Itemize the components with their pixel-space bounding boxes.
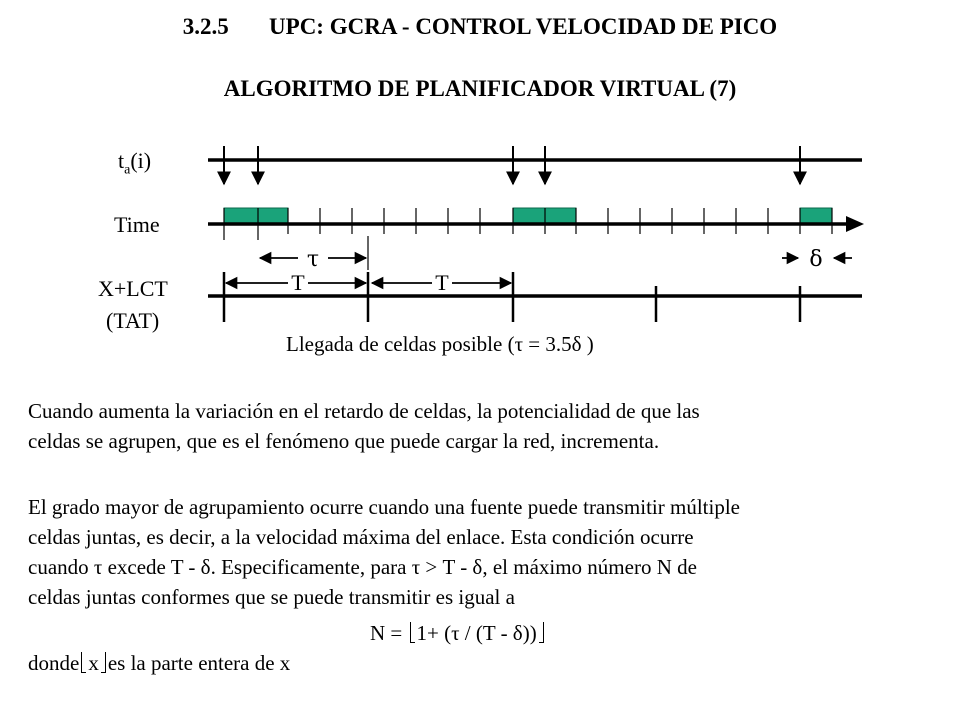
floor-formula bbox=[370, 621, 546, 646]
paragraph-2-line: El grado mayor de agrupamiento ocurre cuando una fuente puede transmitir múltiple bbox=[28, 495, 741, 519]
time-row-label: Time bbox=[114, 212, 160, 237]
paragraph-2-line: cuando τ excede T - δ. Especificamente, para τ > T - δ, el máximo número N de bbox=[28, 555, 697, 579]
time-axis-arrowhead bbox=[846, 216, 864, 232]
paragraph-2-line: celdas juntas, es decir, a la velocidad máxima del enlace. Esta condición ocurre bbox=[28, 525, 694, 549]
floor-left-bracket bbox=[410, 622, 415, 643]
floor-definition bbox=[28, 651, 290, 676]
paragraph-1 bbox=[28, 396, 948, 456]
cell-block bbox=[224, 208, 258, 224]
arrival-label-sub: a bbox=[124, 162, 131, 178]
cell-block bbox=[545, 208, 576, 224]
title-line-2: ALGORITMO DE PLANIFICADOR VIRTUAL (7) bbox=[223, 76, 737, 101]
floor-left-bracket bbox=[81, 652, 86, 673]
tat-row-label-2: (TAT) bbox=[106, 308, 160, 333]
cell-block bbox=[513, 208, 545, 224]
paragraph-1-line: Cuando aumenta la variación en el retardo de celdas, la potencialidad de que las bbox=[28, 399, 700, 423]
paragraph-2-line: celdas juntas conformes que se puede transmitir es igual a bbox=[28, 585, 515, 609]
cell-blocks bbox=[224, 208, 832, 224]
period-label-2: T bbox=[435, 270, 449, 295]
donde-x: x bbox=[88, 651, 99, 675]
tau-label: τ bbox=[306, 247, 320, 272]
paragraph-2 bbox=[28, 492, 948, 612]
arrival-label-tail: (i) bbox=[130, 148, 152, 173]
floor-right-bracket bbox=[539, 622, 544, 643]
paragraph-1-line: celdas se agrupen, que es el fenómeno que puede cargar la red, incrementa. bbox=[28, 429, 660, 453]
floor-right-bracket bbox=[101, 652, 106, 673]
donde-word: donde bbox=[28, 651, 80, 675]
arrival-label-base: t bbox=[118, 148, 125, 173]
delta-label: δ bbox=[809, 247, 823, 272]
donde-rest: es la parte entera de x bbox=[107, 651, 291, 675]
formula-body: 1+ (τ / (T - δ)) bbox=[416, 621, 537, 645]
diagram-caption: Llegada de celdas posible (τ = 3.5δ ) bbox=[286, 332, 594, 356]
period-label-1: T bbox=[291, 270, 305, 295]
tat-row-label-1: X+LCT bbox=[98, 276, 168, 301]
cell-block bbox=[800, 208, 832, 224]
cell-block bbox=[258, 208, 288, 224]
formula-prefix: N = bbox=[370, 621, 408, 645]
title-line-1: 3.2.5 UPC: GCRA - CONTROL VELOCIDAD DE PICO bbox=[182, 14, 778, 39]
